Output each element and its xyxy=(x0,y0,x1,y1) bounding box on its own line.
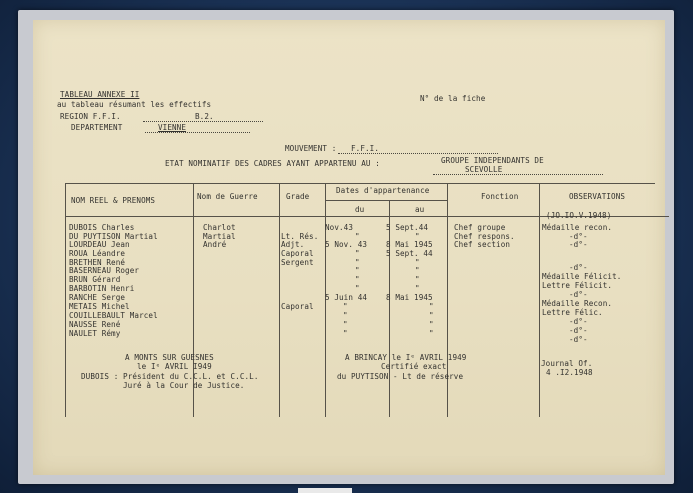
annex-summary: au tableau résumant les effectifs xyxy=(57,100,212,109)
cell-au: 5 Sept. 44 xyxy=(386,249,433,258)
movement-value: F.F.I. xyxy=(351,144,380,153)
cell-name: NAULET Rémy xyxy=(69,329,121,338)
footer-certified-place: A BRINCAY le Iᵉ AVRIL 1949 xyxy=(345,353,467,362)
cell-du: 5 Juin 44 xyxy=(325,293,368,302)
cell-observations: -d°- xyxy=(569,317,588,326)
cell-grade: Lt. Rés. xyxy=(281,232,319,241)
cell-name: NAUSSE René xyxy=(69,320,121,329)
cell-name: COUILLEBAULT Marcel xyxy=(69,311,158,320)
document-page xyxy=(33,20,665,475)
col-header-grade: Grade xyxy=(286,192,310,201)
cell-du: " xyxy=(343,311,348,320)
cell-du: " xyxy=(355,275,360,284)
movement-label: MOUVEMENT : xyxy=(285,144,337,153)
cell-au: " xyxy=(429,311,434,320)
cell-observations: -d°- xyxy=(569,232,588,241)
cell-au: " xyxy=(415,232,420,241)
cell-observations: -d°- xyxy=(569,263,588,272)
cell-grade: Caporal xyxy=(281,302,314,311)
cell-au: " xyxy=(415,284,420,293)
cell-observations: -d°- xyxy=(569,290,588,299)
footer-certified: Certifié exact xyxy=(381,362,447,371)
col-header-observations: OBSERVATIONS xyxy=(569,192,626,201)
table-top-rule xyxy=(65,183,655,184)
cell-du: " xyxy=(343,329,348,338)
cell-fonction: Chef groupe xyxy=(454,223,506,232)
cell-observations: Lettre Félic. xyxy=(542,308,603,317)
cell-du: " xyxy=(355,249,360,258)
group-name-line2: SCEVOLLE xyxy=(465,165,503,174)
cell-du: 5 Nov. 43 xyxy=(325,240,368,249)
cell-observations: -d°- xyxy=(569,335,588,344)
footer-jure: Juré à la Cour de Justice. xyxy=(123,381,245,390)
footer-place: A MONTS SUR GUESNES xyxy=(125,353,214,362)
cell-du: " xyxy=(355,232,360,241)
cell-observations: Médaille recon. xyxy=(542,223,613,232)
cell-name: ROUA Léandre xyxy=(69,249,126,258)
col-divider-grade xyxy=(279,183,280,417)
cell-name: BRUN Gérard xyxy=(69,275,121,284)
group-name-line1: GROUPE INDEPENDANTS DE xyxy=(441,156,544,165)
cell-grade: Caporal xyxy=(281,249,314,258)
col-divider-du-au xyxy=(389,200,390,417)
cell-fonction: Chef section xyxy=(454,240,511,249)
dates-split-rule xyxy=(325,200,447,201)
cell-grade: Adjt. xyxy=(281,240,305,249)
cell-au: " xyxy=(415,258,420,267)
cell-observations: Médaille Recon. xyxy=(542,299,613,308)
state-title: ETAT NOMINATIF DES CADRES AYANT APPARTENU AU : xyxy=(165,159,380,168)
cell-guerre: Martial xyxy=(203,232,236,241)
cell-au: " xyxy=(415,275,420,284)
cell-name: BARBOTIN Henri xyxy=(69,284,135,293)
cell-au: 8 Mai 1945 xyxy=(386,293,433,302)
cell-observations: Médaille Félicit. xyxy=(542,272,622,281)
cell-grade: Sergent xyxy=(281,258,314,267)
cell-au: " xyxy=(429,320,434,329)
col-divider-left xyxy=(65,183,66,417)
observations-header-note: (JO.IO.V.1948) xyxy=(546,211,612,220)
col-header-guerre: Nom de Guerre xyxy=(197,192,258,201)
movement-underline xyxy=(338,153,498,154)
cell-du: " xyxy=(343,320,348,329)
footer-president: DUBOIS : Président du C.C.L. et C.C.L. xyxy=(81,372,259,381)
col-divider-observations xyxy=(539,183,540,417)
cell-au: 8 Mai 1945 xyxy=(386,240,433,249)
cell-observations: -d°- xyxy=(569,240,588,249)
group-underline xyxy=(433,174,603,175)
annex-title: TABLEAU ANNEXE II xyxy=(60,90,140,99)
cell-du: " xyxy=(343,302,348,311)
cell-du: Nov.43 xyxy=(325,223,354,232)
col-header-fonction: Fonction xyxy=(481,192,519,201)
footer-signatory: du PUYTISON - Lt de réserve xyxy=(337,372,464,381)
cell-du: " xyxy=(355,266,360,275)
cell-observations: Lettre Félicit. xyxy=(542,281,613,290)
cell-name: BRETHEN René xyxy=(69,258,126,267)
col-header-name: NOM REEL & PRENOMS xyxy=(71,196,156,205)
cell-name: METAIS Michel xyxy=(69,302,130,311)
cell-au: " xyxy=(429,302,434,311)
cell-name: DU PUYTISON Martial xyxy=(69,232,158,241)
cell-name: RANCHE Serge xyxy=(69,293,126,302)
cell-name: DUBOIS Charles xyxy=(69,223,135,232)
fiche-number-label: N° de la fiche xyxy=(420,94,486,103)
region-value: B.2. xyxy=(195,112,214,121)
col-header-du: du xyxy=(355,205,365,214)
cell-name: LOURDEAU Jean xyxy=(69,240,130,249)
footer-journal: Journal Of. xyxy=(541,359,593,368)
viewer-bottom-tab xyxy=(298,488,352,493)
col-divider-fonction xyxy=(447,183,448,417)
cell-guerre: Charlot xyxy=(203,223,236,232)
col-header-dates: Dates d'appartenance xyxy=(336,186,430,195)
footer-date: le Iᵉ AVRIL I949 xyxy=(137,362,212,371)
department-underline xyxy=(145,132,250,133)
region-underline xyxy=(143,121,263,122)
department-value: VIENNE xyxy=(158,123,187,132)
cell-fonction: Chef respons. xyxy=(454,232,515,241)
cell-au: " xyxy=(429,329,434,338)
cell-du: " xyxy=(355,258,360,267)
col-header-au: au xyxy=(415,205,425,214)
cell-guerre: André xyxy=(203,240,227,249)
cell-name: BASERNEAU Roger xyxy=(69,266,140,275)
cell-du: " xyxy=(355,284,360,293)
footer-journal-date: 4 .I2.1948 xyxy=(546,368,593,377)
department-label: DEPARTEMENT xyxy=(71,123,123,132)
cell-observations: -d°- xyxy=(569,326,588,335)
cell-au: 5 Sept.44 xyxy=(386,223,429,232)
cell-au: " xyxy=(415,266,420,275)
region-label: REGION F.F.I. xyxy=(60,112,121,121)
